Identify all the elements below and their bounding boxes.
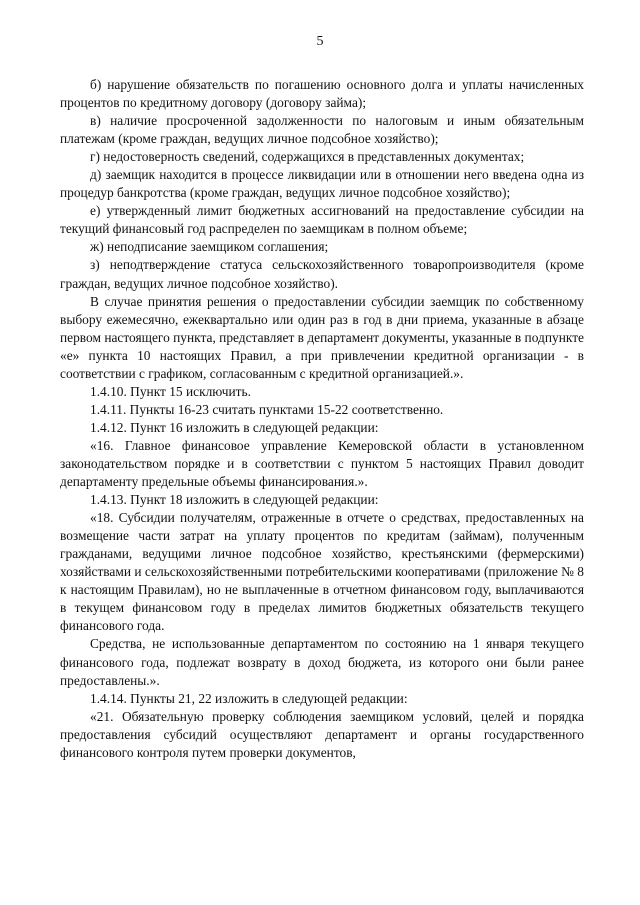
paragraph: г) недостоверность сведений, содержащихся в представленных документах;	[90, 149, 525, 165]
paragraph: «16. Главное финансовое управление Кемеровской области в установленном законодательством порядке и в соответствии с пунктом 5 настоящих Правил доводит департаменту предельные объемы финансирования.».	[60, 437, 584, 490]
paragraph: в) наличие просроченной задолженности по налоговым и иным обязательным платежам (кроме граждан, ведущих личное подсобное хозяйство);	[60, 113, 584, 147]
document-body	[60, 76, 584, 762]
paragraph: д) заемщик находится в процессе ликвидации или в отношении него введена одна из процедур банкротства (кроме граждан, ведущих личное подсобное хозяйство);	[60, 167, 584, 201]
paragraph: «21. Обязательную проверку соблюдения заемщиком условий, целей и порядка предоставления субсидий осуществляют департамент и органы государственного финансового контроля путем проверки документов,	[60, 708, 584, 760]
amendment-item: 1.4.12. Пункт 16 изложить в следующей редакции:	[90, 419, 379, 435]
amendment-item: 1.4.10. Пункт 15 исключить.	[90, 383, 251, 399]
page-number: 5	[316, 34, 324, 49]
amendment-item: 1.4.11. Пункты 16-23 считать пунктами 15-22 соответственно.	[90, 401, 444, 417]
paragraph: Средства, не использованные департаментом по состоянию на 1 января текущего финансового года, подлежат возврату в доход бюджета, из которого они были ранее предоставлены.».	[60, 636, 584, 688]
paragraph: В случае принятия решения о предоставлении субсидии заемщик по собственному выбору ежемесячно, ежеквартально или один раз в год в дни приема, указанные в абзаце первом настоящего пункта, представляет в департамент документы, указанные в подпункте «е» пункта 10 настоящих Правил, а при привлечении кредитной организации - в соответствии с графиком, согласованным с кредитной организацией.».	[60, 293, 584, 381]
paragraph: е) утвержденный лимит бюджетных ассигнований на предоставление субсидии на текущий финансовый год распределен по заемщикам в полном объеме;	[60, 203, 584, 237]
paragraph: з) неподтверждение статуса сельскохозяйственного товаропроизводителя (кроме граждан, ведущих личное подсобное хозяйство).	[60, 257, 584, 291]
paragraph: «18. Субсидии получателям, отраженные в отчете о средствах, предоставленных на возмещение части затрат на уплату процентов по кредитам (займам), полученным гражданами, ведущими личное подсобное хозяйство, крестьянскими (фермерскими) хозяйствами и сельскохозяйственными потребительскими кооперативами (приложение № 8 к настоящим Правилам), но не выплаченные в отчетном финансовом году, выплачиваются в текущем финансовом году в пределах лимитов бюджетных обязательств текущего финансового года.	[60, 510, 584, 634]
amendment-item: 1.4.14. Пункты 21, 22 изложить в следующей редакции:	[90, 690, 408, 706]
amendment-item: 1.4.13. Пункт 18 изложить в следующей редакции:	[90, 492, 379, 508]
paragraph: ж) неподписание заемщиком соглашения;	[90, 239, 329, 255]
paragraph: б) нарушение обязательств по погашению основного долга и уплаты начисленных процентов по кредитному договору (договору займа);	[60, 77, 584, 111]
